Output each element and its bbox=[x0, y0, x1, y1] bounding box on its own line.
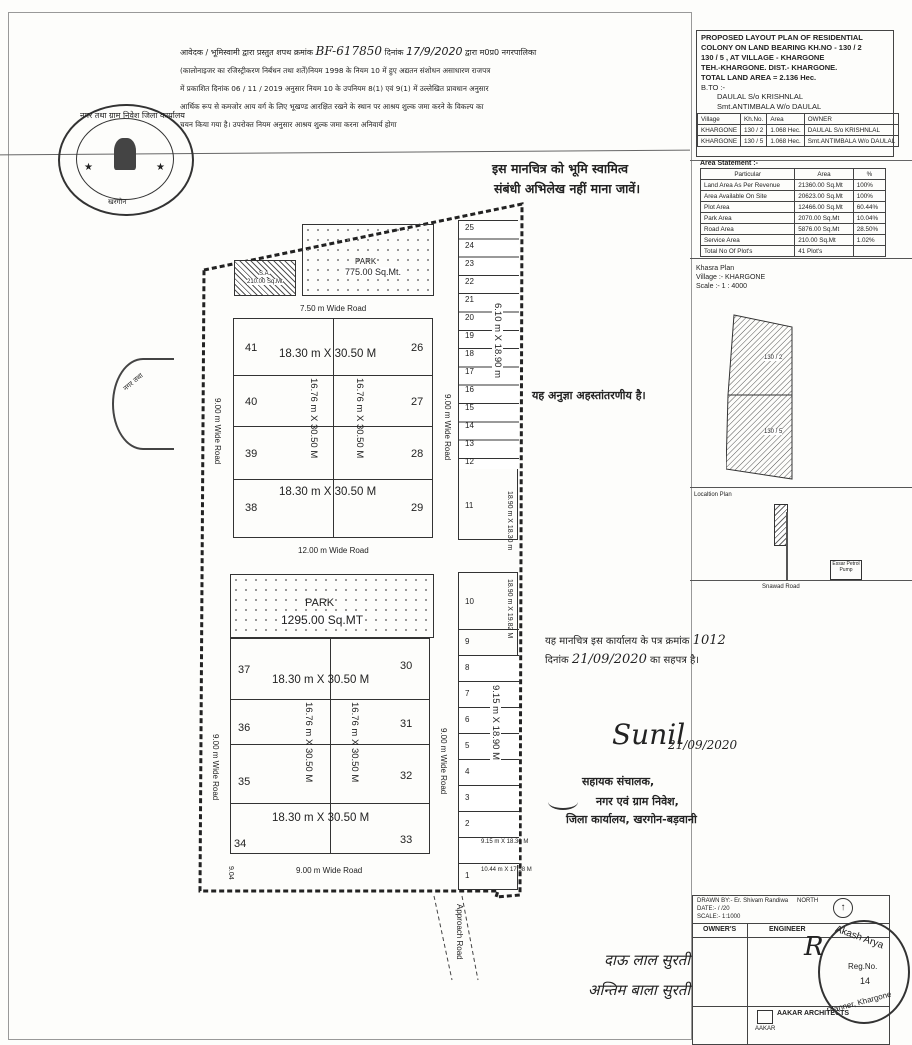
plot-number: 41 bbox=[245, 342, 258, 354]
officer-department: नगर एवं ग्राम निवेश, bbox=[596, 795, 679, 808]
plot-number: 8 bbox=[465, 663, 470, 672]
officer-signature: Sunil bbox=[612, 718, 686, 751]
table-cell: 1.02% bbox=[853, 235, 885, 246]
table-cell: Plot Area bbox=[701, 202, 795, 213]
plot-dimension: 18.30 m X 30.50 M bbox=[272, 674, 370, 686]
plot-number: 16 bbox=[465, 385, 474, 394]
letter-text: दिनांक bbox=[545, 655, 569, 666]
plot-dimension: 16.76 m X 30.50 M bbox=[303, 702, 314, 783]
plot-number: 31 bbox=[400, 718, 413, 730]
title-line: COLONY ON LAND BEARING KH.NO - 130 / 2 bbox=[701, 43, 862, 52]
park-top bbox=[302, 224, 434, 296]
plot-number: 12 bbox=[465, 457, 474, 466]
table-cell: Total No Of Plot's bbox=[701, 246, 795, 257]
title-line: TEH.-KHARGONE. DIST.- KHARGONE. bbox=[701, 63, 838, 72]
architect-stamp bbox=[818, 920, 910, 1024]
ownership-note: इस मानचित्र को भूमि स्वामित्व bbox=[492, 161, 629, 176]
owner-signature: अन्तिम बाला सुरती bbox=[588, 981, 691, 999]
khasra-title: Khasra Plan bbox=[696, 265, 735, 272]
plot-number: 11 bbox=[465, 501, 474, 510]
khasra-label: 130 / 2 bbox=[764, 355, 783, 361]
khasra-scale: Scale :- 1 : 4000 bbox=[696, 283, 747, 290]
table-cell: Smt.ANTIMBALA W/o DAULAL bbox=[804, 136, 898, 147]
letter-reference bbox=[545, 633, 726, 648]
officer-designation: सहायक संचालक, bbox=[582, 775, 655, 788]
drawn-by: DRAWN BY:- Er. Shivam Randiwa bbox=[697, 898, 789, 904]
seal-ring-text: नगर तथा ग्राम निवेश जिला कार्यालय bbox=[80, 111, 185, 120]
park-label: PARK bbox=[305, 597, 335, 609]
officer-office: जिला कार्यालय, खरगोन-बड़वानी bbox=[566, 813, 697, 826]
notice-line-2: (कालोनाइजर का रजिस्ट्रीकरण निर्बंधन तथा शर्तें)नियम 1998 के नियम 10 में हुए अद्यतन संशोधन असाधारण राजपत्र bbox=[180, 66, 491, 75]
partial-seal-text: नगर तथा bbox=[121, 371, 145, 393]
sa-label: S.A. bbox=[259, 271, 271, 277]
road-label-12m: 12.00 m Wide Road bbox=[298, 546, 369, 555]
plot-number: 39 bbox=[245, 448, 258, 460]
plot-number: 30 bbox=[400, 660, 413, 672]
plot-number: 34 bbox=[234, 838, 247, 850]
table-cell: 210.00 Sq.Mt bbox=[795, 235, 853, 246]
block-b bbox=[230, 638, 430, 854]
road-label-9m: 9.00 m Wide Road bbox=[439, 728, 448, 795]
plot-dimension: 9.15 m X 18.30 M bbox=[481, 839, 529, 845]
north-label: NORTH bbox=[797, 898, 819, 904]
letter-reference-2 bbox=[545, 652, 699, 667]
plot-number: 5 bbox=[465, 741, 470, 750]
road-label-9m: 9.00 m Wide Road bbox=[296, 866, 363, 875]
approach-road-label: Approach Road bbox=[455, 904, 464, 960]
north-arrow-icon: ↑ bbox=[833, 898, 853, 918]
table-cell: 1.068 Hec. bbox=[767, 136, 804, 147]
letter-text: यह मानचित्र इस कार्यालय के पत्र क्रमांक bbox=[545, 636, 690, 647]
plot-number: 27 bbox=[411, 396, 424, 408]
plot-number: 6 bbox=[465, 715, 470, 724]
table-header: Village bbox=[698, 114, 741, 125]
road-label-9m: 9.00 m Wide Road bbox=[213, 398, 222, 465]
plot-number: 32 bbox=[400, 770, 413, 782]
plot-number: 19 bbox=[465, 331, 474, 340]
plot-number: 18 bbox=[465, 349, 474, 358]
road-label-9m: 9.00 m Wide Road bbox=[211, 734, 220, 801]
plot-number: 23 bbox=[465, 259, 474, 268]
plot-number: 28 bbox=[411, 448, 424, 460]
nontransferable-note: यह अनुज्ञा अहस्तांतरणीय है। bbox=[532, 389, 646, 402]
table-cell: KHARGONE bbox=[698, 136, 741, 147]
table-cell: 21360.00 Sq.Mt bbox=[795, 180, 853, 191]
plot-dimension: 16.76 m X 30.50 M bbox=[308, 378, 319, 459]
plot-number: 36 bbox=[238, 722, 251, 734]
plot bbox=[230, 744, 331, 804]
road-label-750: 7.50 m Wide Road bbox=[300, 304, 367, 313]
plot-number: 10 bbox=[465, 597, 474, 606]
plot-dimension: 6.10 m X 18.90 m bbox=[492, 303, 503, 378]
notice-line-4: आर्थिक रूप से कमजोर आय वर्ग के लिए भूखण्ड आरक्षित रखने के स्थान पर आश्रय शुल्क जमा करने के विकल्प का bbox=[180, 102, 484, 111]
reg-label: Reg.No. bbox=[848, 962, 878, 971]
plot-dimension: 16.76 m X 30.50 M bbox=[354, 378, 365, 459]
owners-label: OWNER'S bbox=[703, 926, 737, 933]
drawing-date: DATE:- / /20 bbox=[697, 906, 730, 912]
plot-number: 13 bbox=[465, 439, 474, 448]
table-cell: Area Available On Site bbox=[701, 191, 795, 202]
strip-bottom bbox=[458, 572, 532, 890]
location-title: Localtion Plan bbox=[694, 492, 732, 498]
letter-date: 21/09/2020 bbox=[571, 652, 647, 667]
affidavit-date: 17/9/2020 bbox=[406, 45, 463, 58]
table-cell: 41 Plot's bbox=[795, 246, 853, 257]
plot-number: 2 bbox=[465, 819, 470, 828]
table-cell: 2070.00 Sq.Mt bbox=[795, 213, 853, 224]
plot-number: 40 bbox=[245, 396, 258, 408]
plot bbox=[330, 699, 430, 745]
firm-label: AAKAR bbox=[755, 1026, 776, 1032]
service-area bbox=[234, 260, 296, 296]
plot-dimension: 18.30 m X 30.50 M bbox=[272, 812, 370, 824]
notice-text: आवेदक / भूमिस्वामी द्वारा प्रस्तुत शपथ क्रमांक bbox=[180, 48, 313, 57]
plot-number: 22 bbox=[465, 277, 474, 286]
drawing-scale: SCALE:- 1:1000 bbox=[697, 914, 741, 920]
notice-text: द्वारा म0प्र0 नगरपालिका bbox=[465, 48, 537, 57]
plot-dimension: 18.30 m X 30.50 M bbox=[279, 348, 377, 360]
park-area: 1295.00 Sq.MT bbox=[281, 613, 364, 627]
khasra-village: Village :- KHARGONE bbox=[696, 274, 766, 281]
owner-signature: दाऊ लाल सुरती bbox=[604, 951, 691, 969]
plot-number: 20 bbox=[465, 313, 474, 322]
seal-bottom-text: खरगोन bbox=[108, 198, 127, 206]
title-line: TOTAL LAND AREA = 2.136 Hec. bbox=[701, 73, 817, 82]
plot-number: 17 bbox=[465, 367, 474, 376]
title-line: DAULAL S/o KRISHNLAL bbox=[717, 92, 804, 101]
table-header: Area bbox=[795, 169, 853, 180]
plot-number: 37 bbox=[238, 664, 251, 676]
table-cell: Road Area bbox=[701, 224, 795, 235]
table-cell: 12466.00 Sq.Mt bbox=[795, 202, 853, 213]
plot-number: 9 bbox=[465, 637, 470, 646]
table-cell: 5876.00 Sq.Mt bbox=[795, 224, 853, 235]
plot-number: 3 bbox=[465, 793, 470, 802]
petrol-pump: Essar Petrol Pump bbox=[830, 560, 862, 580]
plot-number: 38 bbox=[245, 502, 258, 514]
letter-text: का सहपत्र है। bbox=[650, 655, 700, 666]
architect-name: Akash Arya bbox=[833, 923, 885, 952]
architect-city: Planner, Khargone bbox=[825, 989, 893, 1016]
initials-mark bbox=[548, 794, 578, 810]
plot-number: 33 bbox=[400, 834, 413, 846]
park-big bbox=[230, 574, 434, 638]
architect-signature: R bbox=[804, 932, 824, 962]
plot-number: 14 bbox=[465, 421, 474, 430]
title-line: Smt.ANTIMBALA W/o DAULAL bbox=[717, 102, 822, 111]
plot-dimension: 18.90 m X 18.30 m bbox=[506, 491, 513, 551]
table-header: Kh.No. bbox=[741, 114, 767, 125]
area-statement-title: Area Statement :- bbox=[700, 160, 758, 167]
table-cell: 10.04% bbox=[853, 213, 885, 224]
table-cell: DAULAL S/o KRISHNLAL bbox=[804, 125, 898, 136]
table-header: Area bbox=[767, 114, 804, 125]
park-label: PARK bbox=[355, 257, 377, 266]
notice-line-3: में प्रकाशित दिनांक 06 / 11 / 2019 अनुसार नियम 10 के उपनियम 8(1) एवं 9(1) में उल्लेखित प्रावधान अनुसार bbox=[180, 84, 489, 93]
table-cell: 1.068 Hec. bbox=[767, 125, 804, 136]
table-cell: Park Area bbox=[701, 213, 795, 224]
plot-number: 25 bbox=[465, 223, 474, 232]
notice-line-5: चयन किया गया है। उपरोक्त नियम अनुसार आश्रय शुल्क जमा करना अनिवार्य होगा bbox=[180, 120, 397, 129]
notice-text: दिनांक bbox=[384, 48, 404, 57]
table-cell: KHARGONE bbox=[698, 125, 741, 136]
table-cell: 28.50% bbox=[853, 224, 885, 235]
title-line: PROPOSED LAYOUT PLAN OF RESIDENTIAL bbox=[701, 33, 863, 42]
plot-number: 21 bbox=[465, 295, 474, 304]
officer-sign-date: 21/09/2020 bbox=[668, 738, 738, 752]
title-line: 130 / 5 , AT VILLAGE - KHARGONE bbox=[701, 53, 825, 62]
plot-number: 24 bbox=[465, 241, 474, 250]
table-cell: Service Area bbox=[701, 235, 795, 246]
title-line: B.TO :- bbox=[701, 83, 726, 92]
plot-dimension: 10.44 m X 17.58 M bbox=[481, 867, 532, 873]
table-cell: 60.44% bbox=[853, 202, 885, 213]
sa-area: 210.00 Sq.Mt bbox=[247, 279, 283, 285]
affidavit-number: BF-617850 bbox=[315, 44, 382, 58]
table-header: % bbox=[853, 169, 885, 180]
table-cell: 20623.00 Sq.Mt bbox=[795, 191, 853, 202]
plot-dimension: 9.15 m X 18.90 M bbox=[490, 685, 501, 760]
ownership-note: संबंधी अभिलेख नहीं माना जावें। bbox=[494, 181, 641, 196]
road-label-9m: 9.00 m Wide Road bbox=[443, 394, 452, 461]
plot bbox=[330, 744, 430, 804]
plot-dimension: 16.76 m X 30.50 M bbox=[349, 702, 360, 783]
plot-number: 1 bbox=[465, 871, 470, 880]
table-cell: 100% bbox=[853, 191, 885, 202]
plot-number: 15 bbox=[465, 403, 474, 412]
table-cell: Land Area As Per Revenue bbox=[701, 180, 795, 191]
corner-dimension: 9.04 bbox=[227, 866, 234, 880]
table-header: OWNER bbox=[804, 114, 898, 125]
plot-dimension: 18.30 m X 30.50 M bbox=[279, 486, 377, 498]
block-a bbox=[233, 318, 433, 538]
plot-number: 26 bbox=[411, 342, 424, 354]
letter-number: 1012 bbox=[692, 633, 726, 648]
engineer-label: ENGINEER bbox=[769, 926, 806, 933]
plot-number: 29 bbox=[411, 502, 424, 514]
strip-top bbox=[458, 220, 518, 551]
khasra-label: 130 / 5 bbox=[764, 429, 783, 435]
star-icon: ★ bbox=[84, 162, 93, 173]
star-icon: ★ bbox=[156, 162, 165, 173]
table-cell: 130 / 5 bbox=[741, 136, 767, 147]
plot-number: 4 bbox=[465, 767, 470, 776]
firm-name: AAKAR ARCHITECTS bbox=[777, 1010, 850, 1017]
table-header: Particular bbox=[701, 169, 795, 180]
location-road-label: Snawad Road bbox=[762, 584, 800, 590]
reg-number: 14 bbox=[860, 976, 871, 986]
plot-number: 35 bbox=[238, 776, 251, 788]
firm-logo-icon bbox=[757, 1010, 773, 1024]
table-cell: 100% bbox=[853, 180, 885, 191]
plot-number: 7 bbox=[465, 689, 470, 698]
table-cell: 130 / 2 bbox=[741, 125, 767, 136]
plot-dimension: 18.90 m X 19.82 M bbox=[506, 579, 513, 639]
park-area: 775.00 Sq.Mt. bbox=[345, 267, 402, 277]
